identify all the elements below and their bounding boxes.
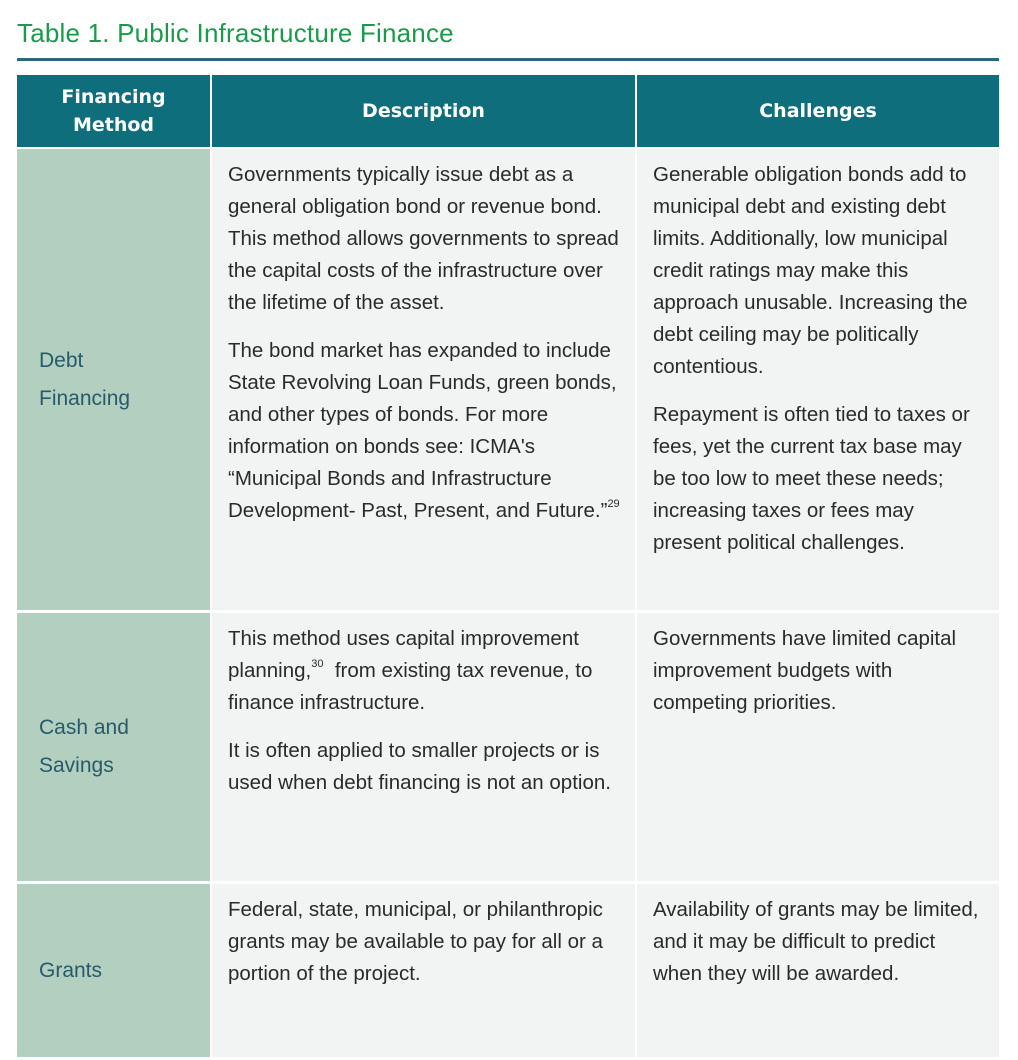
description-paragraph: It is often applied to smaller projects or is used when debt financing is not an option. (228, 739, 611, 794)
title-divider (17, 58, 999, 61)
method-line: Cash and (39, 716, 129, 739)
header-description: Description (212, 75, 637, 149)
description-text: This method uses capital improvement planning, (228, 627, 579, 682)
table-title: Table 1. Public Infrastructure Finance (17, 18, 454, 48)
description-paragraph: Governments typically issue debt as a general obligation bond or revenue bond. This method allows governments to spread the capital costs of the infrastructure over the lifetime of the asset. (228, 163, 619, 314)
method-line: Grants (39, 958, 103, 982)
challenges-paragraph: Generable obligation bonds add to municipal debt and existing debt limits. Additionally, low municipal credit ratings may make this approach unusable. Increasing the debt ceiling may be politically contentious. (653, 163, 968, 378)
description-cell (212, 884, 637, 1060)
footnote-marker: 29 (607, 498, 620, 511)
description-paragraph: Federal, state, municipal, or philanthropic grants may be available to pay for all or a portion of the project. (228, 898, 603, 985)
challenges-cell (637, 884, 999, 1060)
challenges-paragraph: Repayment is often tied to taxes or fees, yet the current tax base may be too low to meet these needs; increasing taxes or fees may present political challenges. (653, 403, 970, 554)
description-paragraph (228, 623, 621, 719)
description-cell (212, 613, 637, 884)
challenges-cell (637, 149, 999, 613)
method-cell (17, 613, 212, 884)
finance-table (17, 75, 999, 1060)
header-financing-method (17, 75, 212, 149)
method-line: Savings (39, 754, 114, 777)
footnote-marker: 30 (311, 658, 324, 671)
header-row (17, 75, 999, 149)
challenges-cell (637, 613, 999, 884)
table-row (17, 149, 999, 613)
table-row (17, 884, 999, 1060)
description-paragraph (228, 335, 621, 527)
description-cell (212, 149, 637, 613)
challenges-paragraph: Governments have limited capital improvement budgets with competing priorities. (653, 627, 957, 714)
method-cell (17, 884, 212, 1060)
description-text: The bond market has expanded to include State Revolving Loan Funds, green bonds, and other types of bonds. For more information on bonds see: ICMA's “Municipal Bonds and Infrastructure Development- Past, Present, and Future.” (228, 339, 617, 522)
header-method-line2: Method (72, 114, 155, 136)
description-text: from existing tax revenue, to finance infrastructure. (228, 659, 599, 714)
challenges-paragraph: Availability of grants may be limited, and it may be difficult to predict when they will be awarded. (653, 898, 979, 985)
header-challenges: Challenges (637, 75, 999, 149)
method-line: Financing (39, 386, 131, 410)
method-line: Debt (39, 348, 84, 372)
method-cell (17, 149, 212, 613)
table-row (17, 613, 999, 884)
header-method-line1: Financing (61, 86, 166, 108)
